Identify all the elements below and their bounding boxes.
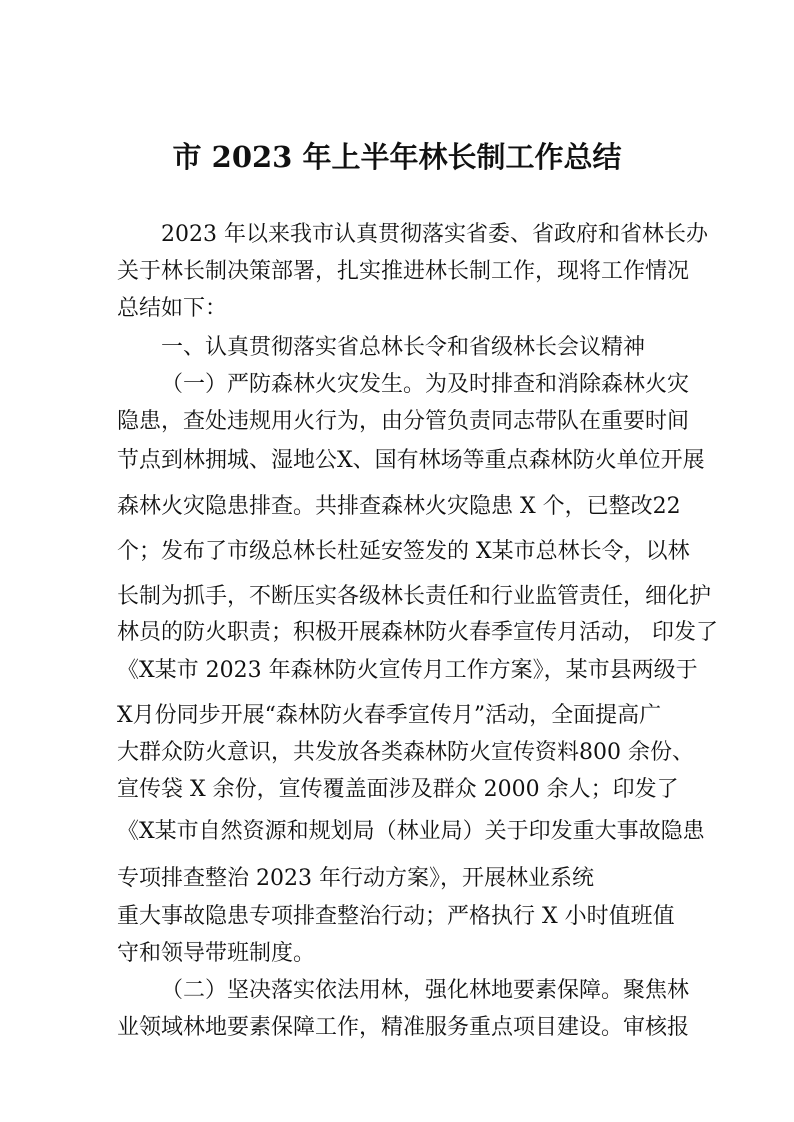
paragraph-line: 大群众防火意识，共发放各类森林防火宣传资料800 余份、 <box>117 740 694 765</box>
paragraph-line: 2023 年以来我市认真贯彻落实省委、省政府和省林长办 <box>161 222 708 247</box>
paragraph-line: 关于林长制决策部署，扎实推进林长制工作，现将工作情况 <box>117 259 690 284</box>
paragraph-line: 重大事故隐患专项排查整治行动；严格执行 X 小时值班值 <box>117 904 675 929</box>
paragraph-line: 个；发布了市级总林长杜延安签发的 X某市总林长令，以林 <box>117 539 690 564</box>
paragraph-line: 宣传袋 X 余份，宣传覆盖面涉及群众 2000 余人；印发了 <box>117 777 679 802</box>
paragraph-line: 森林火灾隐患排查。共排查森林火灾隐患 X 个，已整改22 <box>117 494 681 519</box>
paragraph-line: 《X某市 2023 年森林防火宣传月工作方案》，某市县两级于 <box>117 658 698 683</box>
paragraph-line: X月份同步开展“森林防火春季宣传月”活动，全面提高广 <box>117 703 662 728</box>
paragraph-line: （一）严防森林火灾发生。为及时排查和消除森林火灾 <box>161 372 690 397</box>
paragraph-line: 总结如下： <box>117 296 228 321</box>
paragraph-line: 林员的防火职责；积极开展森林防火春季宣传月活动， 印发了 <box>117 620 718 645</box>
paragraph-line: 隐患，查处违规用火行为，由分管负责同志带队在重要时间 <box>117 409 690 434</box>
document-title: 市 2023 年上半年林长制工作总结 <box>172 140 622 174</box>
paragraph-line: （二）坚决落实依法用林，强化林地要素保障。聚焦林 <box>161 978 690 1003</box>
paragraph-line: 专项排查整治 2023 年行动方案》，开展林业系统 <box>117 866 594 891</box>
section-heading: 一、认真贯彻落实省总林长令和省级林长会议精神 <box>161 335 646 360</box>
paragraph-line: 《X某市自然资源和规划局（林业局）关于印发重大事故隐患 <box>117 819 705 844</box>
paragraph-line: 守和领导带班制度。 <box>117 941 316 966</box>
paragraph-line: 业领域林地要素保障工作，精准服务重点项目建设。审核报 <box>117 1015 690 1040</box>
paragraph-line: 长制为抓手，不断压实各级林长责任和行业监管责任，细化护 <box>117 584 712 609</box>
paragraph-line: 节点到林拥城、湿地公X、国有林场等重点森林防火单位开展 <box>117 448 705 473</box>
